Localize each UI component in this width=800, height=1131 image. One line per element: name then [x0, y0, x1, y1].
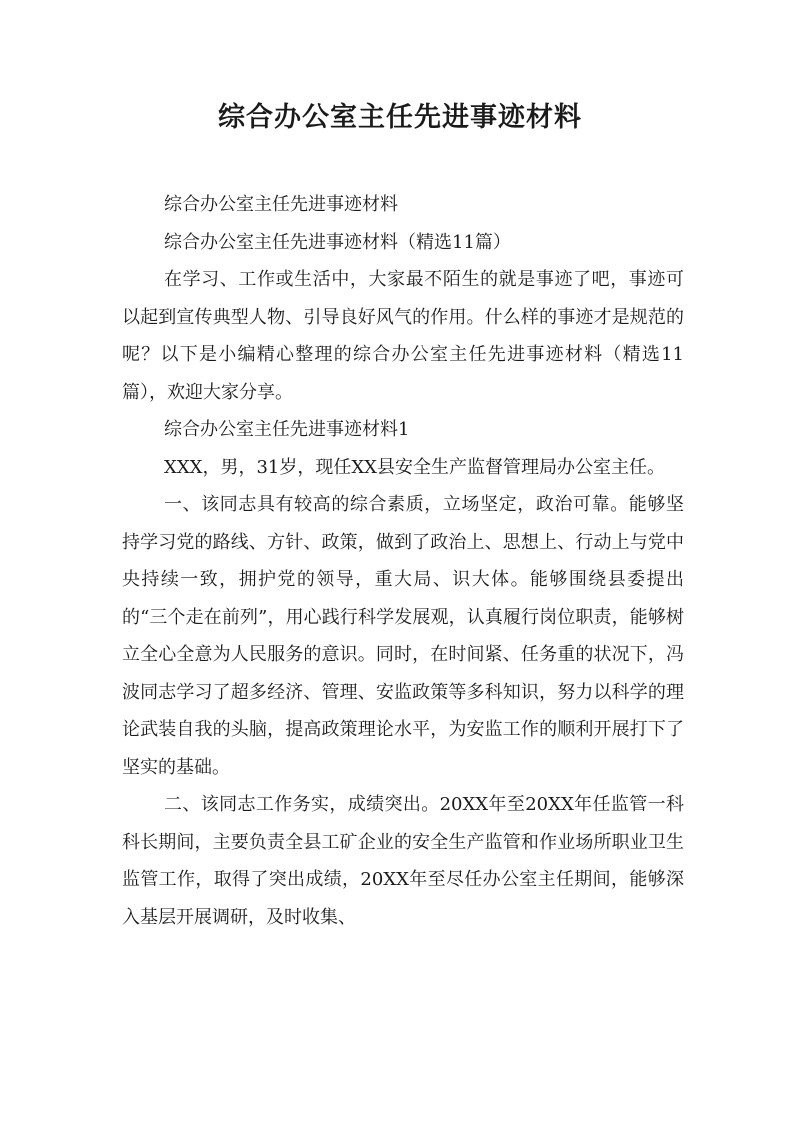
paragraph-point-two: 二、该同志工作务实，成绩突出。20XX年至20XX年任监管一科科长期间，主要负责全县工矿企业的安全生产监管和作业场所职业卫生监管工作，取得了突出成绩，20XX年至尽任办公室主任期间，能够深入基层开展调研，及时收集、 [122, 794, 684, 928]
paragraph-section-heading: 综合办公室主任先进事迹材料1 [164, 419, 410, 440]
paragraph-collection-title: 综合办公室主任先进事迹材料（精选11篇） [164, 231, 511, 253]
document-body [122, 186, 684, 936]
paragraph-point-one: 一、该同志具有较高的综合素质，立场坚定，政治可靠。能够坚持学习党的路线、方针、政策，做到了政治上、思想上、行动上与党中央持续一致，拥护党的领导，重大局、识大体。能够围绕县委提出的“三个走在前列”，用心践行科学发展观，认真履行岗位职责，能够树立全心全意为人民服务的意识。同时，在时间紧、任务重的状况下，冯波同志学习了超多经济、管理、安监政策等多科知识，努力以科学的理论武装自我的头脑，提高政策理论水平，为安监工作的顺利开展打下了坚实的基础。 [122, 494, 684, 778]
paragraph-intro: 在学习、工作或生活中，大家最不陌生的就是事迹了吧，事迹可以起到宣传典型人物、引导良好风气的作用。什么样的事迹才是规范的呢？以下是小编精心整理的综合办公室主任先进事迹材料（精选11篇），欢迎大家分享。 [122, 269, 684, 403]
paragraph-subtitle: 综合办公室主任先进事迹材料 [164, 194, 398, 215]
paragraph-person-info: XXX，男，31岁，现任XX县安全生产监督管理局办公室主任。 [164, 456, 665, 478]
document-title: 综合办公室主任先进事迹材料 [218, 102, 582, 133]
